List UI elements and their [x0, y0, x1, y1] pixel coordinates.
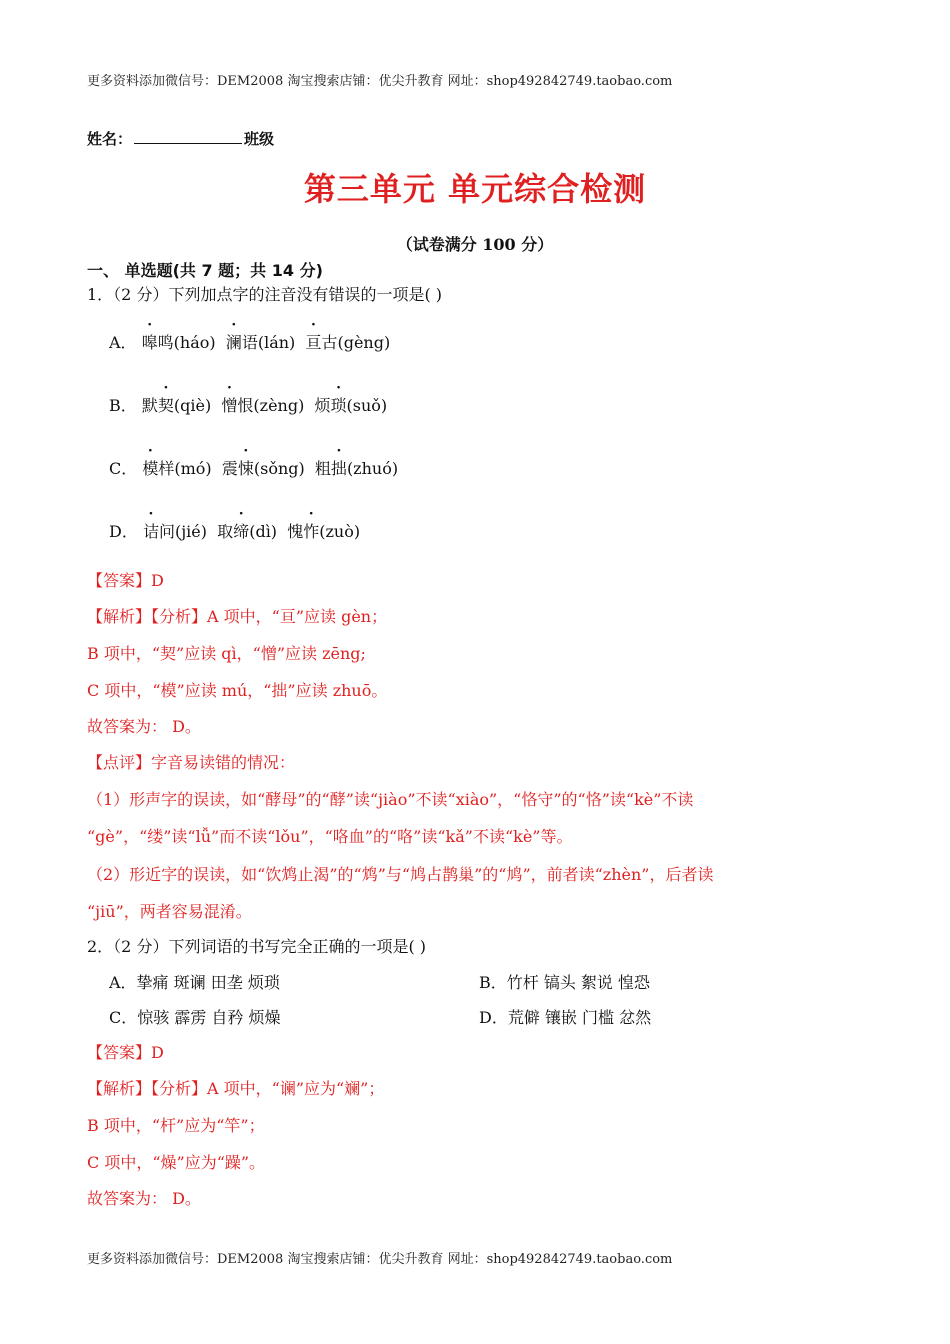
word-rest: (qiè): [173, 396, 212, 415]
q1-option-b: [109, 393, 387, 416]
word-prefix: 震: [221, 459, 238, 478]
question-2-stem: 2．（2 分）下列词语的书写完全正确的一项是( ): [87, 937, 427, 956]
word-rest: 样(mó): [158, 459, 212, 478]
section-heading: 一、 单选题(共 7 题；共 14 分): [87, 261, 323, 280]
dotted-char: 亘: [305, 333, 322, 352]
class-label: 班级: [244, 130, 275, 148]
question-1-stem: 1．（2 分）下列加点字的注音没有错误的一项是( ): [87, 285, 443, 304]
q1-comment-p2a: （2）形近字的误读，如“饮鸩止渴”的“鸩”与“鸠占鹊巢”的“鸠”，前者读“zhèn”，后者读: [87, 865, 714, 884]
option-label: C．: [109, 459, 138, 478]
q1-answer: 【答案】D: [87, 571, 164, 590]
word-rest: (suǒ): [346, 396, 388, 415]
q1-option-d: [109, 519, 360, 542]
word-rest: 恨(zèng): [237, 396, 305, 415]
q1-analysis: 【解析】【分析】A 项中，“亘”应读 gèn；: [87, 607, 388, 626]
dotted-char: 琐: [330, 396, 347, 415]
page-footer: 更多资料添加微信号：DEM2008 淘宝搜索店铺：优尖升教育 网址：shop492842749.taobao.com: [87, 1252, 673, 1267]
q1-conclusion: 故答案为： D。: [87, 717, 201, 736]
name-label: 姓名：: [87, 130, 133, 148]
q2-conclusion: 故答案为： D。: [87, 1189, 201, 1208]
word-prefix: 愧: [287, 522, 304, 541]
page-title: 第三单元 单元综合检测: [303, 170, 647, 208]
q2-analysis-c: C 项中，“燥”应为“躁”。: [87, 1153, 266, 1172]
q2-option-a: A．挚痛 斑谰 田垄 烦琐: [109, 973, 280, 992]
page-header: 更多资料添加微信号：DEM2008 淘宝搜索店铺：优尖升教育 网址：shop492842749.taobao.com: [87, 74, 673, 89]
dotted-char: 模: [142, 459, 159, 478]
word-rest: 古(gèng): [321, 333, 391, 352]
q2-option-c: C．惊骇 霹雳 自矜 烦燥: [109, 1008, 281, 1027]
word-prefix: 默: [141, 396, 158, 415]
word-rest: 问(jié): [158, 522, 207, 541]
option-label: B．: [109, 396, 137, 415]
option-label: D．: [109, 522, 138, 541]
dotted-char: 澜: [225, 333, 242, 352]
q2-analysis: 【解析】【分析】A 项中，“谰”应为“斓”；: [87, 1079, 385, 1098]
page-subtitle: （试卷满分 100 分）: [396, 235, 554, 254]
dotted-char: 嗥: [141, 333, 158, 352]
dotted-char: 诘: [142, 522, 159, 541]
dotted-char: 拙: [330, 459, 347, 478]
word-rest: (sǒng): [253, 459, 305, 478]
q1-comment-p2b: “jiū”，两者容易混淆。: [87, 902, 252, 921]
word-rest: 语(lán): [241, 333, 296, 352]
dotted-char: 憎: [221, 396, 238, 415]
q1-comment-p1a: （1）形声字的误读，如“酵母”的“酵”读“jiào”不读“xiào”，“恪守”的“恪”读“kè”不读: [87, 790, 694, 809]
word-prefix: 烦: [314, 396, 331, 415]
name-class-line: [87, 128, 274, 149]
word-rest: (dì): [249, 522, 278, 541]
name-blank: [134, 129, 242, 144]
word-rest: 鸣(háo): [157, 333, 216, 352]
dotted-char: 缔: [233, 522, 250, 541]
dotted-char: 怍: [303, 522, 320, 541]
q2-analysis-b: B 项中，“杆”应为“竿”；: [87, 1116, 265, 1135]
q1-analysis-c: C 项中，“模”应读 mú，“拙”应读 zhuō。: [87, 681, 388, 700]
q1-option-a: [109, 330, 390, 353]
q2-answer: 【答案】D: [87, 1043, 164, 1062]
dotted-char: 悚: [237, 459, 254, 478]
word-prefix: 粗: [314, 459, 331, 478]
q2-option-b: B．竹杆 镐头 絮说 惶恐: [479, 973, 651, 992]
q1-analysis-b: B 项中，“契”应读 qì，“憎”应读 zēng;: [87, 644, 366, 663]
word-rest: (zuò): [319, 522, 361, 541]
dotted-char: 契: [157, 396, 174, 415]
q2-option-d: D．荒僻 镶嵌 门槛 忿然: [479, 1008, 652, 1027]
q1-comment: 【点评】字音易读错的情况：: [87, 753, 296, 772]
q1-option-c: [109, 456, 398, 479]
word-rest: (zhuó): [346, 459, 399, 478]
word-prefix: 取: [217, 522, 234, 541]
q1-comment-p1b: “gè”，“缕”读“lǚ”而不读“lǒu”，“咯血”的“咯”读“kǎ”不读“kè”等。: [87, 827, 573, 846]
option-label: A．: [109, 333, 137, 352]
